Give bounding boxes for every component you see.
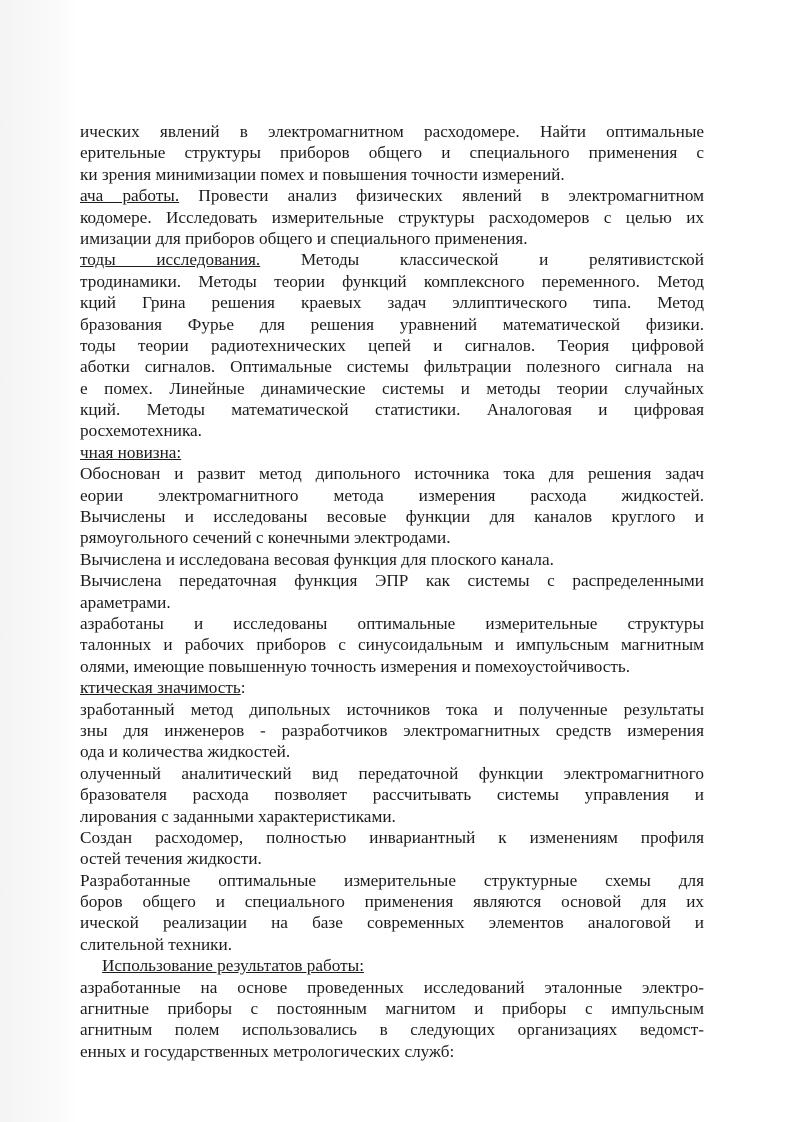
document-line — [80, 378, 704, 399]
document-line — [80, 164, 704, 185]
line-text: имизации для приборов общего и специального применения. — [80, 228, 528, 248]
document-line — [80, 549, 704, 570]
line-text: енных и государственных метрологических служб: — [80, 1041, 455, 1061]
line-text: азработанные на основе проведенных исследований эталонные электро- — [80, 977, 704, 997]
document-line — [80, 314, 704, 335]
line-text: зработанный метод дипольных источников тока и полученные результаты — [80, 699, 704, 719]
document-line — [80, 207, 704, 228]
document-line — [80, 121, 704, 142]
document-line — [80, 806, 704, 827]
line-text: остей течения жидкости. — [80, 849, 262, 869]
document-line — [80, 848, 704, 869]
document-line — [80, 1041, 704, 1062]
document-line — [80, 656, 704, 677]
document-line — [80, 699, 704, 720]
document-line — [80, 998, 704, 1019]
line-text: Разработанные оптимальные измерительные структурные схемы для — [80, 870, 704, 890]
document-line — [80, 741, 704, 762]
line-text: ода и количества жидкостей. — [80, 742, 291, 762]
document-line — [80, 527, 704, 548]
line-text: е помех. Линейные динамические системы и методы теории случайных — [80, 378, 704, 398]
document-line — [80, 399, 704, 420]
document-line — [80, 763, 704, 784]
document-line — [80, 634, 704, 655]
document-line — [80, 570, 704, 591]
line-text: Методы классической и релятивистской — [260, 250, 704, 270]
document-line — [80, 442, 704, 463]
document-line — [80, 592, 704, 613]
line-text: Вычислена и исследована весовая функция для плоского канала. — [80, 549, 554, 569]
document-line — [80, 271, 704, 292]
line-text: олями, имеющие повышенную точность измерения и помехоустойчивость. — [80, 656, 631, 676]
line-text: араметрами. — [80, 592, 171, 612]
line-text: кций. Методы математической статистики. Аналоговая и цифровая — [80, 400, 704, 420]
document-line — [80, 420, 704, 441]
document-line — [80, 784, 704, 805]
document-line — [80, 1019, 704, 1040]
document-line — [80, 249, 704, 270]
document-line — [80, 485, 704, 506]
line-text: олученный аналитический вид передаточной функции электромагнитного — [80, 763, 704, 783]
line-text: бразователя расхода позволяет рассчитывать системы управления и — [80, 785, 704, 805]
document-line — [80, 228, 704, 249]
section-heading: ача работы. — [80, 186, 180, 206]
line-text: агнитные приборы с постоянным магнитом и приборы с импульсным — [80, 999, 704, 1019]
line-text: Создан расходомер, полностью инвариантный к изменениям профиля — [80, 827, 704, 847]
line-text: аботки сигналов. Оптимальные системы фильтрации полезного сигнала на — [80, 357, 704, 377]
document-line — [80, 356, 704, 377]
line-text: лирования с заданными характеристиками. — [80, 806, 396, 826]
section-heading: Использование результатов работы: — [102, 956, 364, 976]
line-text: Провести анализ физических явлений в электромагнитном — [179, 186, 704, 206]
line-text: зны для инженеров - разработчиков электромагнитных средств измерения — [80, 720, 704, 740]
section-heading: ктическая значимость — [80, 678, 241, 698]
line-text: рямоугольного сечений с конечными электродами. — [80, 528, 451, 548]
section-heading: тоды исследования. — [80, 250, 261, 270]
document-line — [80, 870, 704, 891]
document-line — [80, 912, 704, 933]
line-text: кций Грина решения краевых задач эллиптического типа. Метод — [80, 293, 704, 313]
line-text: ической реализации на базе современных элементов аналоговой и — [80, 913, 704, 933]
document-line — [80, 720, 704, 741]
document-line — [80, 827, 704, 848]
document-line — [80, 335, 704, 356]
document-line — [80, 506, 704, 527]
document-line — [80, 934, 704, 955]
line-text: слительной техники. — [80, 934, 232, 954]
line-text: тоды теории радиотехнических цепей и сигналов. Теория цифровой — [80, 335, 704, 355]
document-line — [80, 185, 704, 206]
line-text: росхемотехника. — [80, 421, 202, 441]
line-text: боров общего и специального применения являются основой для их — [80, 892, 704, 912]
line-text: азработаны и исследованы оптимальные измерительные структуры — [80, 613, 704, 633]
line-text: еории электромагнитного метода измерения расхода жидкостей. — [80, 485, 704, 505]
line-text: агнитным полем использовались в следующих организациях ведомст- — [80, 1020, 704, 1040]
line-text: бразования Фурье для решения уравнений математической физики. — [80, 314, 704, 334]
line-text: Вычислены и исследованы весовые функции для каналов круглого и — [80, 507, 704, 527]
document-line — [80, 142, 704, 163]
line-text: тродинамики. Методы теории функций комплексного переменного. Метод — [80, 271, 704, 291]
document-page — [80, 121, 704, 1062]
scan-edge-shadow — [0, 0, 78, 1122]
line-text: : — [240, 678, 246, 698]
document-line — [80, 292, 704, 313]
section-heading: чная новизна: — [80, 442, 182, 462]
line-text: талонных и рабочих приборов с синусоидальным и импульсным магнитным — [80, 635, 704, 655]
document-line — [80, 977, 704, 998]
line-text: Обоснован и развит метод дипольного источника тока для решения задач — [80, 464, 704, 484]
document-line — [80, 677, 704, 698]
document-line — [80, 613, 704, 634]
line-text: Вычислена передаточная функция ЭПР как системы с распределенными — [80, 571, 704, 591]
line-text: ерительные структуры приборов общего и специального применения с — [80, 143, 704, 163]
line-text: ических явлений в электромагнитном расходомере. Найти оптимальные — [80, 122, 704, 141]
document-line — [80, 891, 704, 912]
line-text: ки зрения минимизации помех и повышения точности измерений. — [80, 164, 565, 184]
line-text: кодомере. Исследовать измерительные структуры расходомеров с целью их — [80, 207, 704, 227]
document-line — [80, 955, 704, 976]
document-line — [80, 463, 704, 484]
